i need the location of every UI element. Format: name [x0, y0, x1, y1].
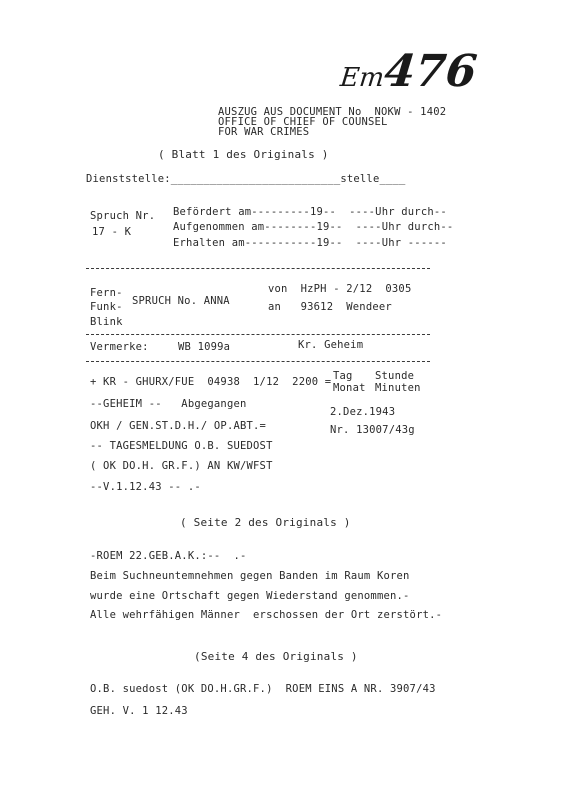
footer-line1: O.B. suedost (OK DO.H.GR.F.) ROEM EINS A NR. 3907/43	[90, 683, 436, 695]
message-line4: -- TAGESMELDUNG O.B. SUEDOST	[90, 440, 273, 452]
message-line3: OKH / GEN.ST.D.H./ OP.ABT.=	[90, 420, 267, 432]
vermerke-label: Vermerke:	[90, 341, 149, 353]
message-line6: --V.1.12.43 -- .-	[90, 481, 201, 493]
seite2-heading: ( Seite 2 des Originals )	[180, 516, 351, 529]
body-line2: Beim Suchneuntemnehmen gegen Banden im Raum Koren	[90, 570, 410, 582]
message-line1: + KR - GHURX/FUE 04938 1/12 2200 =	[90, 376, 338, 388]
message-line5: ( OK DO.H. GR.F.) AN KW/WFST	[90, 460, 273, 472]
aufgenommen-line: Aufgenommen am--------19-- ----Uhr durch--	[173, 221, 454, 233]
spruch-no-field: SPRUCH No. ANNA	[132, 295, 230, 307]
separator-line	[86, 268, 430, 269]
document-header-line2: OFFICE OF CHIEF OF COUNSEL	[218, 116, 388, 128]
document-header-line1: AUSZUG AUS DOCUMENT No NOKW - 1402	[218, 106, 447, 118]
dienststelle-field: Dienststelle:__________________________stelle____	[86, 173, 406, 185]
message-line2: --GEHEIM -- Abgegangen	[90, 398, 254, 410]
kr-geheim: Kr. Geheim	[298, 339, 364, 351]
tag-monat-column: Tag Monat	[333, 370, 366, 394]
fern-label: Fern-	[90, 287, 123, 299]
stunde-minuten-column: Stunde Minuten	[375, 370, 421, 394]
blatt-heading: ( Blatt 1 des Originals )	[158, 148, 329, 161]
erhalten-line: Erhalten am-----------19-- ----Uhr ------	[173, 237, 447, 249]
message-number: Nr. 13007/43g	[330, 424, 415, 436]
separator-line	[86, 361, 430, 362]
befoerdert-line: Befördert am---------19-- ----Uhr durch--	[173, 206, 447, 218]
blink-label: Blink	[90, 316, 123, 328]
footer-line2: GEH. V. 1 12.43	[90, 705, 188, 717]
seite4-heading: (Seite 4 des Originals )	[194, 650, 358, 663]
funk-label: Funk-	[90, 301, 123, 313]
spruch-nr-value: 17 - K	[92, 226, 132, 238]
message-date: 2.Dez.1943	[330, 406, 396, 418]
von-field: von HzPH - 2/12 0305	[268, 283, 412, 295]
separator-line	[86, 334, 430, 335]
an-field: an 93612 Wendeer	[268, 301, 392, 313]
body-line1: -ROEM 22.GEB.A.K.:-- .-	[90, 550, 247, 562]
document-header-line3: FOR WAR CRIMES	[218, 126, 310, 138]
spruch-nr-label: Spruch Nr.	[90, 210, 156, 222]
vermerke-value: WB 1099a	[178, 341, 231, 353]
body-line3: wurde eine Ortschaft gegen Wiederstand genommen.-	[90, 590, 410, 602]
handwritten-document-number: Em476	[338, 46, 480, 97]
body-line4: Alle wehrfähigen Männer erschossen der Ort zerstört.-	[90, 609, 443, 621]
